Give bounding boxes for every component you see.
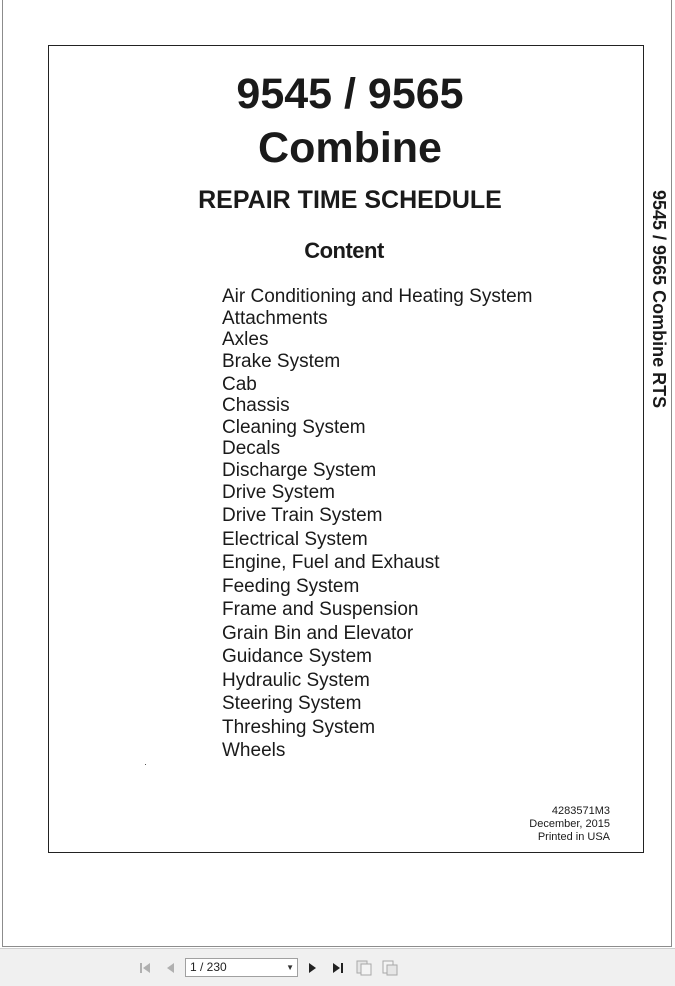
toc-item: Brake System [222,351,341,372]
first-page-icon[interactable] [137,959,155,977]
toc-item: Discharge System [222,460,377,481]
content-heading: Content [304,238,384,263]
toc-item: Drive Train System [222,505,383,526]
toc-item: Attachments [222,308,328,329]
toc-item: Feeding System [222,576,360,597]
chevron-down-icon[interactable]: ▼ [286,963,294,972]
title-model-numbers: 9545 / 9565 [236,70,464,118]
page-edge-bottom [2,946,672,947]
last-page-icon[interactable] [329,959,347,977]
toc-item: Cab [222,374,257,395]
toc-item: Chassis [222,395,290,416]
subtitle: REPAIR TIME SCHEDULE [198,186,502,214]
toc-item: Axles [222,329,269,350]
page-number-value: 1 / 230 [190,960,227,974]
toc-item: Engine, Fuel and Exhaust [222,552,440,573]
toc-item: Electrical System [222,529,368,550]
side-tab [645,190,669,430]
imprint-block [529,805,610,844]
next-page-icon[interactable] [304,959,322,977]
part-number: 4283571M3 [551,805,610,817]
side-tab-label: 9545 / 9565 Combine RTS [649,190,669,409]
single-page-view-icon[interactable] [355,959,373,977]
stray-dot [145,764,146,765]
toc-item: Hydraulic System [222,670,370,691]
toc-item: Steering System [222,693,362,714]
toc-item: Guidance System [222,646,372,667]
toc-item: Wheels [222,740,286,761]
printed-location: Printed in USA [537,831,610,843]
toc-item: Grain Bin and Elevator [222,623,414,644]
toc-item: Cleaning System [222,417,366,438]
two-page-view-icon[interactable] [381,959,399,977]
toc-item: Threshing System [222,717,376,738]
toc-item: Frame and Suspension [222,599,419,620]
publication-date: December, 2015 [529,818,610,830]
toc-item: Decals [222,438,281,459]
toc-item: Air Conditioning and Heating System [222,286,533,307]
title-product: Combine [258,124,442,172]
page-number-input[interactable] [185,958,298,977]
viewer-toolbar [0,948,675,986]
previous-page-icon[interactable] [161,959,179,977]
toc-item: Drive System [222,482,335,503]
